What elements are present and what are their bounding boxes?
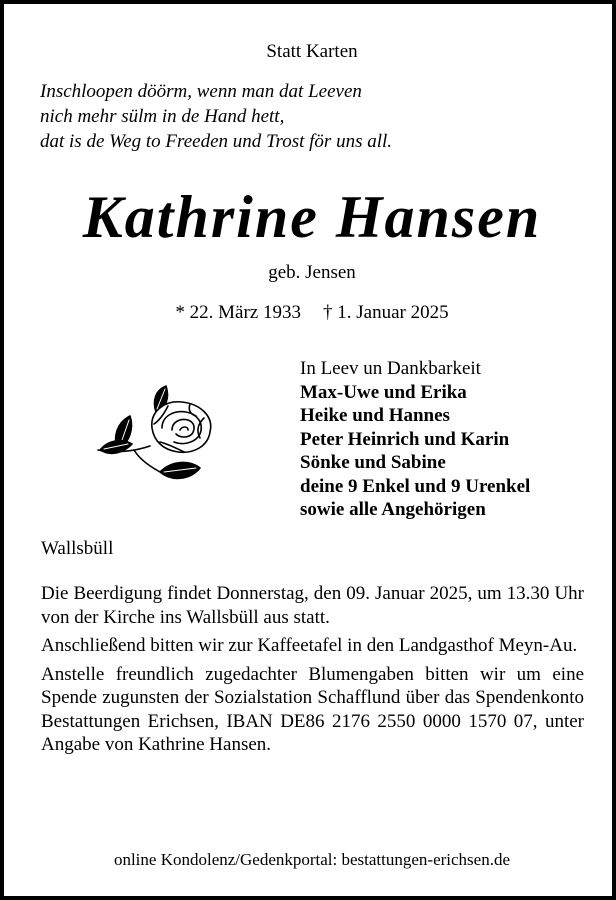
mourners-intro: In Leev un Dankbarkeit	[300, 358, 481, 379]
death-date: † 1. Januar 2025	[323, 302, 449, 323]
poem	[40, 79, 392, 154]
rose-icon	[90, 384, 230, 496]
mourner-entry: deine 9 Enkel und 9 Urenkel	[300, 475, 531, 497]
birth-date: * 22. März 1933	[175, 302, 301, 323]
funeral-details	[41, 582, 584, 762]
birth-name: geb. Jensen	[268, 262, 356, 283]
condolence-portal-footer: online Kondolenz/Gedenkportal: bestattungen-erichsen.de	[113, 850, 511, 869]
mourner-entry: Max-Uwe und Erika	[300, 381, 467, 403]
poem-line: nich mehr sülm in de Hand hett,	[40, 106, 285, 127]
mourner-entry: Heike und Hannes	[300, 405, 450, 426]
poem-line: dat is de Weg to Freeden und Trost för uns all.	[40, 131, 393, 152]
mourners-list	[300, 357, 530, 522]
notice-header: Statt Karten	[266, 41, 358, 62]
details-paragraph: Die Beerdigung findet Donnerstag, den 09. Januar 2025, um 13.30 Uhr von der Kirche ins Wallsbüll aus statt.	[41, 583, 584, 628]
poem-line: Inschloopen döörm, wenn man dat Leeven	[40, 81, 362, 102]
life-dates	[4, 302, 616, 324]
place-name: Wallsbüll	[41, 538, 114, 559]
mourner-entry: sowie alle Angehörigen	[300, 499, 486, 520]
mourner-entry: Sönke und Sabine	[300, 452, 446, 473]
details-paragraph: Anschließend bitten wir zur Kaffeetafel in den Landgasthof Meyn-Au.	[41, 635, 578, 656]
mourner-entry: Peter Heinrich und Karin	[300, 428, 510, 450]
deceased-name: Kathrine Hansen	[82, 184, 542, 250]
details-paragraph: Anstelle freundlich zugedachter Blumengaben bitten wir um eine Spende zugunsten der Sozialstation Schafflund über das Spendenkonto Bestattungen Erichsen, IBAN DE86 2176 2550 0000 1570 07, unter Angabe von Kathrine Hansen.	[41, 663, 584, 755]
